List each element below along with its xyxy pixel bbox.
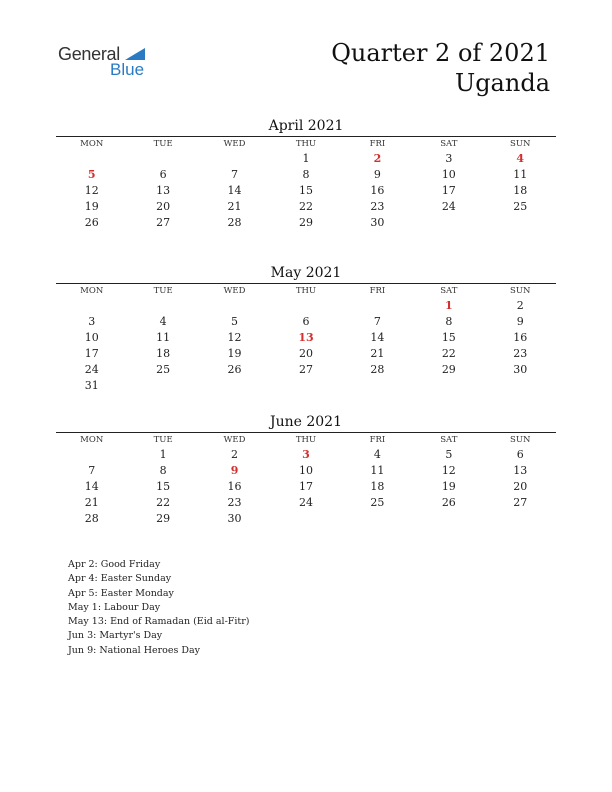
holiday-date-cell: 4 [516,152,525,165]
logo-text-blue: Blue [110,60,145,79]
weekday-label: SAT [440,139,458,149]
month-title: June 2021 [269,414,342,430]
weekday-label: TUE [153,286,173,296]
date-cell: 5 [445,448,453,461]
date-cell: 29 [441,363,456,376]
date-cell: 18 [370,480,385,493]
date-cell: 20 [513,480,528,493]
date-cell: 17 [298,480,313,493]
date-cell [270,298,341,314]
date-cell [270,511,341,527]
date-cell: 6 [516,448,524,461]
date-cell: 28 [84,512,99,525]
date-cell: 10 [298,464,313,477]
week-row [56,447,556,463]
weekday-label: TUE [153,435,173,445]
holiday-note: Jun 9: National Heroes Day [68,644,201,656]
date-cell [56,298,127,314]
holiday-note: Apr 2: Good Friday [68,559,161,570]
month-calendar-april [56,116,556,231]
week-row [56,215,556,231]
weekday-label: THU [295,435,317,445]
date-cell [56,447,127,463]
logo-triangle-icon [125,48,145,60]
holiday-note: Jun 3: Martyr's Day [68,630,163,642]
date-cell: 25 [156,363,171,376]
date-cell: 13 [513,464,528,477]
date-cell: 25 [370,496,385,509]
month-title: April 2021 [268,118,344,134]
date-cell: 23 [513,347,528,360]
date-cell: 22 [441,347,456,360]
date-cell [199,151,270,167]
date-cell: 26 [227,363,242,376]
holiday-date-cell: 13 [298,331,314,344]
week-row [56,378,556,394]
week-row [56,167,556,183]
date-cell: 29 [156,512,171,525]
date-cell [127,151,198,167]
date-cell [413,511,484,527]
weekday-header-row [56,137,556,151]
holiday-date-cell: 3 [302,448,310,461]
date-cell: 30 [227,512,242,525]
date-cell: 27 [156,216,171,229]
weekday-label: TUE [153,139,173,149]
date-cell: 30 [370,216,385,229]
weekday-label: FRI [369,435,386,445]
date-cell: 18 [156,347,171,360]
date-cell: 11 [513,168,528,181]
date-cell: 16 [513,331,528,344]
page-title [331,38,550,98]
date-cell: 19 [84,200,99,213]
date-cell: 2 [516,299,524,312]
week-row [56,362,556,378]
date-cell: 17 [441,184,456,197]
date-cell: 28 [370,363,385,376]
holiday-date-cell: 5 [87,168,96,181]
holiday-list [68,558,249,658]
date-cell: 16 [370,184,385,197]
weekday-label: SUN [510,286,531,296]
date-cell: 13 [156,184,171,197]
date-cell: 7 [231,168,239,181]
date-cell: 27 [513,496,528,509]
date-cell: 30 [513,363,528,376]
week-row [56,298,556,314]
date-cell: 26 [441,496,456,509]
date-cell: 1 [302,152,310,165]
week-row [56,346,556,362]
date-cell: 12 [227,331,242,344]
weekday-label: WED [223,286,246,296]
holiday-note: Apr 5: Easter Monday [68,587,174,599]
date-cell [199,378,270,394]
date-cell: 24 [441,200,456,213]
holiday-note: Apr 4: Easter Sunday [68,573,172,585]
holiday-note: May 13: End of Ramadan (Eid al-Fitr) [68,616,250,628]
date-cell: 15 [441,331,456,344]
date-cell [127,378,198,394]
date-cell: 28 [227,216,242,229]
date-cell: 8 [302,168,310,181]
week-row [56,330,556,346]
date-cell: 24 [298,496,313,509]
date-cell: 3 [88,315,96,328]
date-cell: 29 [298,216,313,229]
date-cell: 24 [84,363,99,376]
logo-text-general: General [58,44,120,64]
date-cell [485,511,556,527]
date-cell [270,378,341,394]
date-cell [56,151,127,167]
week-row [56,511,556,527]
week-row [56,495,556,511]
month-calendar-may [56,263,556,394]
date-cell: 15 [298,184,313,197]
date-cell: 1 [159,448,167,461]
date-cell [485,378,556,394]
date-cell [413,215,484,231]
holiday-date-cell: 2 [373,152,382,165]
weekday-label: SUN [510,435,531,445]
date-cell: 18 [513,184,528,197]
date-cell: 8 [445,315,453,328]
date-cell: 14 [227,184,242,197]
date-cell: 6 [302,315,310,328]
date-cell: 11 [156,331,171,344]
weekday-label: THU [295,139,317,149]
week-row [56,314,556,330]
date-cell: 11 [370,464,385,477]
weekday-label: SAT [440,286,458,296]
week-row [56,151,556,167]
weekday-label: FRI [369,286,386,296]
weekday-label: WED [223,435,246,445]
date-cell: 20 [298,347,313,360]
date-cell: 25 [513,200,528,213]
weekday-label: WED [223,139,246,149]
date-cell: 6 [159,168,167,181]
date-cell: 4 [373,448,381,461]
week-row [56,199,556,215]
date-cell [199,298,270,314]
date-cell: 4 [159,315,167,328]
date-cell: 17 [84,347,99,360]
date-cell [127,298,198,314]
holiday-note: May 1: Labour Day [68,601,161,613]
date-cell: 19 [441,480,456,493]
date-cell: 5 [231,315,239,328]
date-cell: 22 [156,496,171,509]
date-cell: 21 [84,496,99,509]
date-cell: 10 [441,168,456,181]
date-cell [342,298,413,314]
date-cell: 9 [373,168,381,181]
date-cell: 21 [227,200,242,213]
weekday-header-row [56,433,556,447]
holiday-date-cell: 1 [444,299,453,312]
date-cell: 7 [373,315,381,328]
date-cell: 19 [227,347,242,360]
month-title: May 2021 [270,265,342,281]
weekday-label: MON [80,435,104,445]
date-cell [342,378,413,394]
date-cell: 23 [370,200,385,213]
date-cell: 31 [84,379,99,392]
week-row [56,183,556,199]
weekday-label: SUN [510,139,531,149]
holiday-date-cell: 9 [230,464,239,477]
date-cell: 14 [370,331,385,344]
weekday-label: SAT [440,435,458,445]
date-cell: 3 [445,152,453,165]
weekday-header-row [56,284,556,298]
date-cell: 23 [227,496,242,509]
weekday-label: FRI [369,139,386,149]
date-cell: 27 [298,363,313,376]
date-cell: 21 [370,347,385,360]
weekday-label: THU [295,286,317,296]
month-calendar-june [56,412,556,527]
date-cell [485,215,556,231]
date-cell [342,511,413,527]
date-cell: 22 [298,200,313,213]
date-cell: 8 [159,464,167,477]
date-cell: 12 [84,184,99,197]
week-row [56,479,556,495]
country-title: Uganda [454,69,550,97]
date-cell: 15 [156,480,171,493]
date-cell: 12 [441,464,456,477]
date-cell [413,378,484,394]
date-cell: 2 [231,448,239,461]
date-cell: 20 [156,200,171,213]
weekday-label: MON [80,286,104,296]
date-cell: 26 [84,216,99,229]
date-cell: 10 [84,331,99,344]
weekday-label: MON [80,139,104,149]
quarter-title: Quarter 2 of 2021 [331,39,550,67]
date-cell: 14 [84,480,99,493]
week-row [56,463,556,479]
date-cell: 9 [516,315,524,328]
date-cell: 7 [88,464,96,477]
date-cell: 16 [227,480,242,493]
